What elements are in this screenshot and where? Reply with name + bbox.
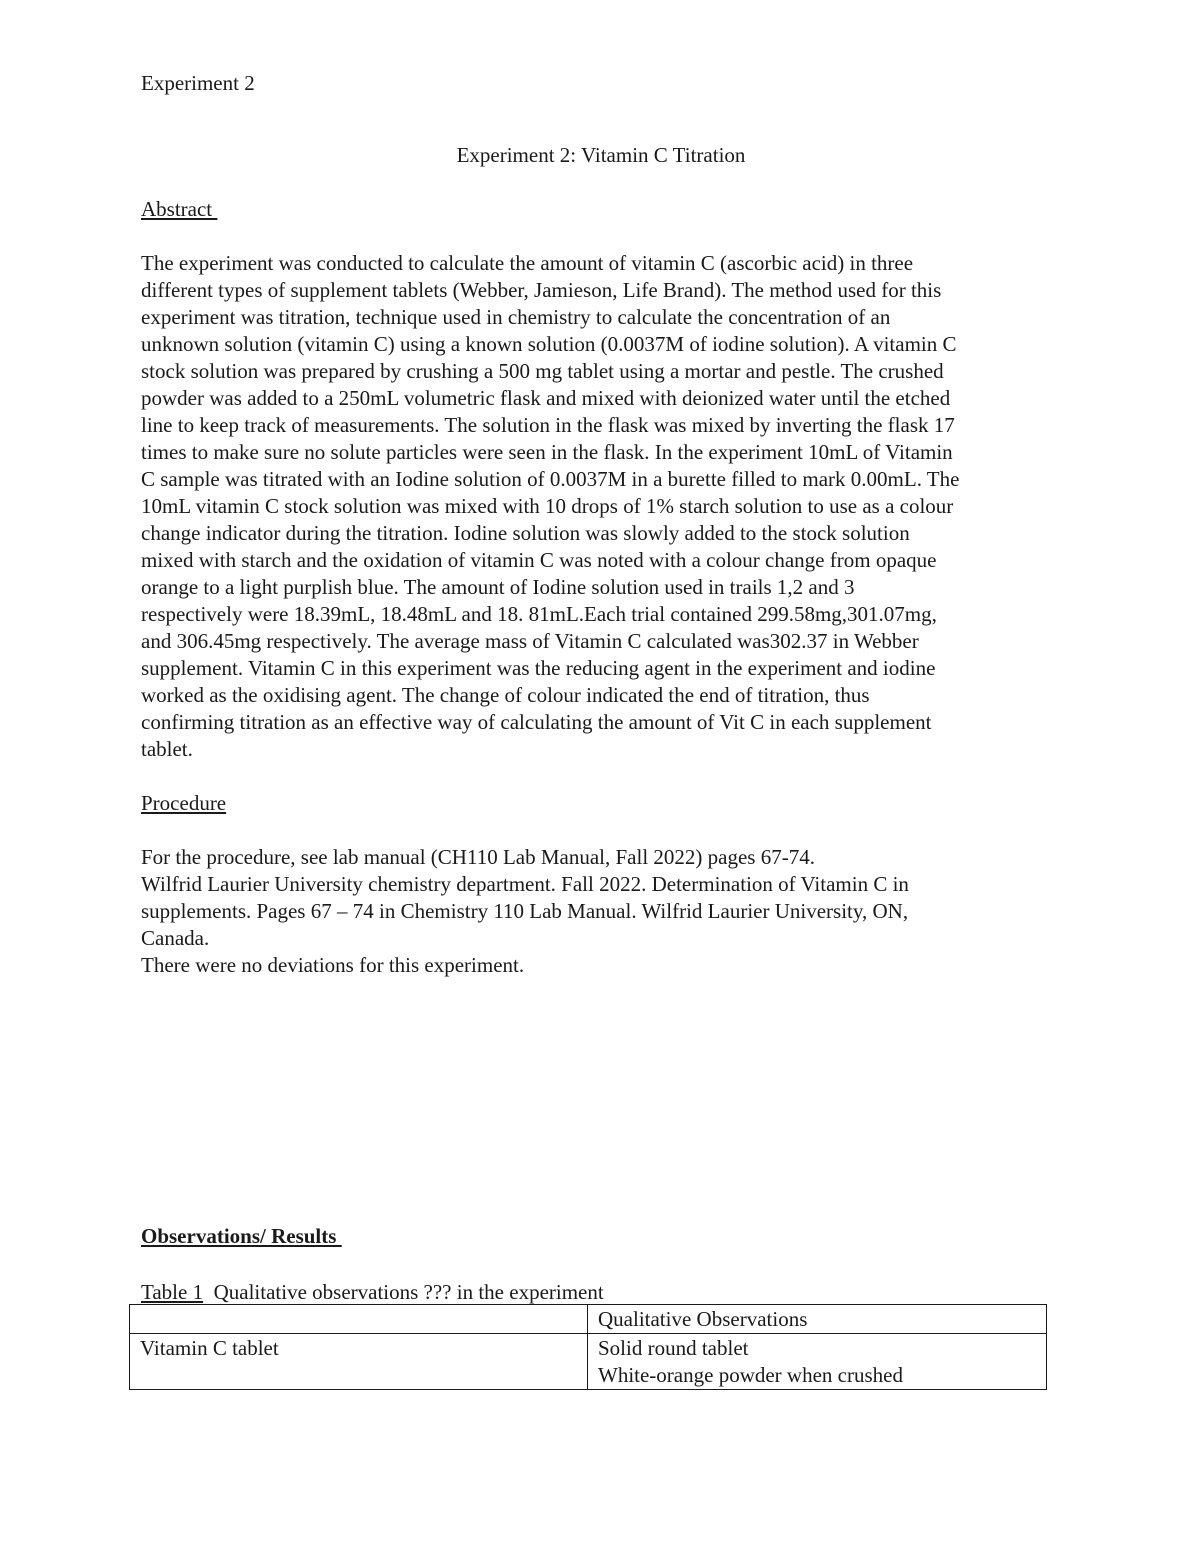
procedure-body: [141, 844, 1061, 979]
table-header-cell: Qualitative Observations: [588, 1305, 1047, 1334]
qualitative-observations-table: [129, 1304, 1047, 1390]
observation-line: White-orange powder when crushed: [598, 1363, 903, 1387]
procedure-line: There were no deviations for this experiment.: [141, 953, 525, 977]
table-caption: [141, 1279, 604, 1306]
procedure-heading: Procedure: [141, 791, 227, 815]
document-page: [141, 70, 1061, 979]
procedure-line: supplements. Pages 67 – 74 in Chemistry 110 Lab Manual. Wilfrid Laurier University, ON,: [141, 899, 909, 923]
document-title: Experiment 2: Vitamin C Titration: [456, 143, 746, 167]
table-cell-observations: [588, 1334, 1047, 1390]
observation-line: Solid round tablet: [598, 1336, 749, 1360]
procedure-line: Canada.: [141, 926, 210, 950]
procedure-line: Wilfrid Laurier University chemistry department. Fall 2022. Determination of Vitamin C in: [141, 872, 909, 896]
table-caption-text: Qualitative observations ??? in the experiment: [203, 1280, 604, 1304]
table-header-cell: [130, 1305, 588, 1334]
observations-heading: Observations/ Results: [141, 1224, 342, 1248]
procedure-line: For the procedure, see lab manual (CH110 Lab Manual, Fall 2022) pages 67-74.: [141, 845, 815, 869]
table-caption-label: Table 1: [141, 1280, 204, 1304]
abstract-paragraph: The experiment was conducted to calculate the amount of vitamin C (ascorbic acid) in three different types of supplement tablets (Webber, Jamieson, Life Brand). The method used for this experiment was titration, technique used in chemistry to calculate the concentration of an unknown solution (vitamin C) using a known solution (0.0037M of iodine solution). A vitamin C stock solution was prepared by crushing a 500 mg tablet using a mortar and pestle. The crushed powder was added to a 250mL volumetric flask and mixed with deionized water until the etched line to keep track of measurements. The solution in the flask was mixed by inverting the flask 17 times to make sure no solute particles were seen in the flask. In the experiment 10mL of Vitamin C sample was titrated with an Iodine solution of 0.0037M in a burette filled to mark 0.00mL. The 10mL vitamin C stock solution was mixed with 10 drops of 1% starch solution to use as a colour change indicator during the titration. Iodine solution was slowly added to the stock solution mixed with starch and the oxidation of vitamin C was noted with a colour change from opaque orange to a light purplish blue. The amount of Iodine solution used in trails 1,2 and 3 respectively were 18.39mL, 18.48mL and 18. 81mL.Each trial contained 299.58mg,301.07mg, and 306.45mg respectively. The average mass of Vitamin C calculated was302.37 in Webber supplement. Vitamin C in this experiment was the reducing agent in the experiment and iodine worked as the oxidising agent. The change of colour indicated the end of titration, thus confirming titration as an effective way of calculating the amount of Vit C in each supplement tablet.: [141, 251, 960, 761]
table-row: [130, 1334, 1047, 1390]
page-header-label: Experiment 2: [141, 71, 255, 95]
table-cell-item: Vitamin C tablet: [130, 1334, 588, 1390]
abstract-heading: Abstract: [141, 197, 218, 221]
table-header-row: [130, 1305, 1047, 1334]
